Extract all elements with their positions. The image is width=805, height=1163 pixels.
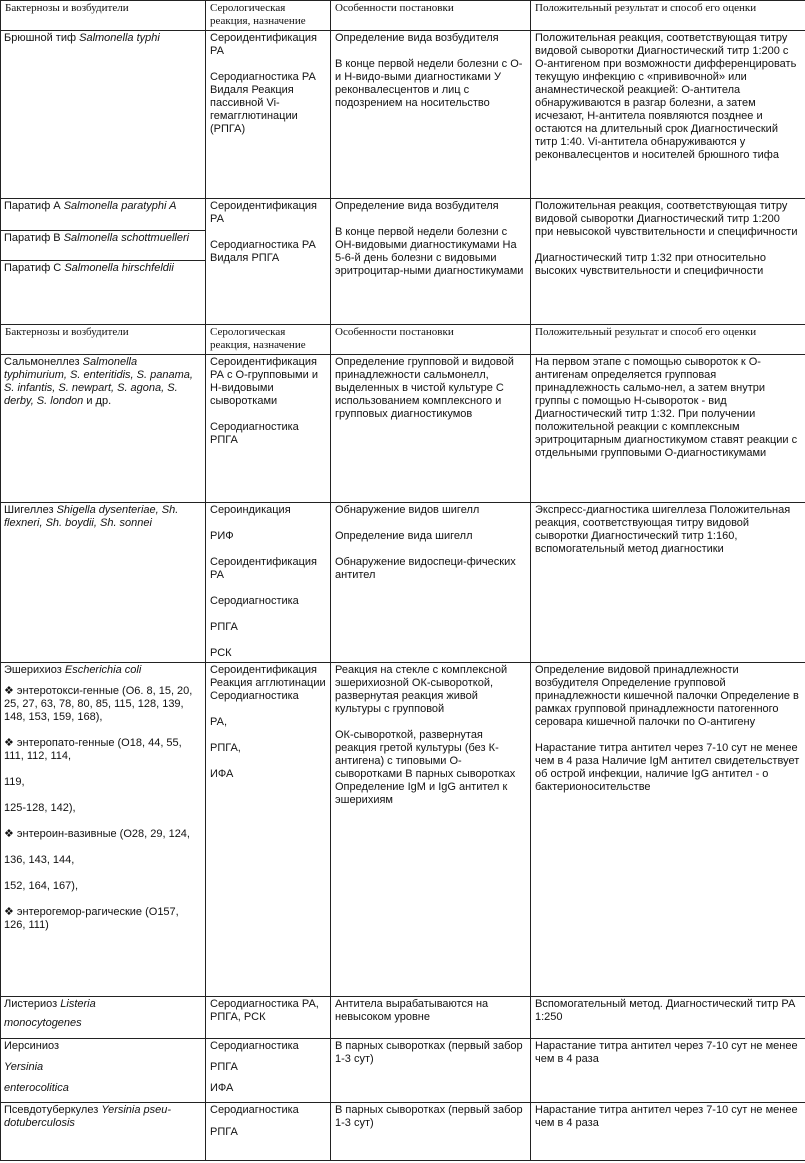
disease-name: Паратиф С (4, 262, 62, 274)
result-text: Определение видовой принадлежности возбудителя Определение групповой принадлежности кишечной палочки Определение в рамках групповой принадлежности патогенного серовара кишечной палочки по О-антигену (535, 664, 799, 728)
reaction-cell (206, 503, 331, 663)
table-row (1, 199, 805, 325)
subgroup-text: 136, 143, 144, (4, 854, 75, 866)
result-cell (531, 31, 805, 199)
disease-name: Шигеллез (4, 504, 54, 516)
result-text: Положительная реакция, соответствующая титру видовой сыворотки Диагностический титр 1:200 с О-антигеном при возможности дифференцировать текущую инфекцию с «прививочной» или анамнестической реакцией: О-антитела обнаруживаются в разгар болезни, а затем исчезают, Н-антитела появляются позднее и остаются на длительный срок Диагностический титр 1:40. Vi-антитела обнаруживаются у реконвалесцентов и носителей брюшного тифа (535, 32, 797, 161)
subgroup-text: 152, 164, 167), (4, 880, 79, 892)
header-result: Положительный результат и способ его оценки (531, 325, 805, 355)
result-text: На первом этапе с помощью сывороток к О-антигенам определяется групповая принадлежность сальмо-нел, а затем внутри группы с помощью Н-сывороток - вид Диагностический титр 1:32. При получении положительной реакции с комплексным эритроцитарным диагностикумом ставят реакции с отдельными групповыми О-диагностикумами (535, 356, 798, 459)
result-text: Положительная реакция, соответствующая титру видовой сыворотки Диагностический титр 1:200 при невысокой чувствительности и специфичности (535, 200, 798, 238)
reaction-text: Серодиагностика РА Видаля Реакция пассивной Vi-гемагглютинации (РПГА) (210, 71, 316, 135)
method-text: Определение вида возбудителя (335, 32, 499, 44)
pathogen-name: Yersinia (4, 1061, 44, 1073)
disease-name: Иерсиниоз (4, 1040, 60, 1052)
reaction-text: Сероидентификация РА (210, 32, 318, 57)
pathogen-name: Salmonella paratyphi A (63, 200, 177, 212)
pathogen-name: Salmonella typhi (79, 32, 160, 44)
method-text: ОК-сывороткой, развернутая реакция гретой культуры (без К-антигена) с типовыми О-сыворотками В парных сыворотках Определение IgM и IgG антител к эшерихиям (335, 729, 516, 806)
disease-cell (1, 31, 206, 199)
subgroup-text: 125-128, 142), (4, 802, 76, 814)
method-text: В конце первой недели болезни с О- и Н-видо-выми диагностиками У реконвалесцентов и лиц с подозрением на носительство (335, 58, 523, 109)
pathogen-name: monocytogenes (4, 1017, 82, 1029)
reaction-cell (206, 1103, 331, 1161)
disease-cell (1, 355, 206, 503)
paratyphi-b (1, 230, 205, 260)
result-cell (531, 503, 805, 663)
method-text: Определение вида шигелл (335, 530, 473, 542)
pathogen-name: Yersinia pseu-dotuberculosis (4, 1104, 172, 1129)
reaction-text: РИФ (210, 530, 234, 542)
reaction-cell (206, 355, 331, 503)
reaction-text: РСК (210, 647, 232, 659)
pathogen-name: Escherichia coli (64, 664, 142, 676)
table-row (1, 1103, 805, 1161)
disease-name: Сальмонеллез (4, 356, 80, 368)
disease-cell (1, 1039, 206, 1103)
disease-name: Псевдотуберкулез (4, 1104, 99, 1116)
disease-cell (1, 503, 206, 663)
result-text: Диагностический титр 1:32 при относительно высоких чувствительности и специфичности (535, 252, 766, 277)
subgroup-text: ❖ энтероин-вазивные (О28, 29, 124, (4, 828, 190, 840)
method-text: Реакция на стекле с комплексной эшерихиозной ОК-сывороткой, развернутая реакция живой культуры с групповой (335, 664, 508, 715)
method-text: В парных сыворотках (первый забор 1-3 сут) (335, 1040, 523, 1065)
disease-name: Брюшной тиф (4, 32, 77, 44)
header-reaction: Серологическая реакция, назначение (206, 1, 331, 31)
subgroup-text: ❖ энтеротокси-генные (О6. 8, 15, 20, 25, 27, 63, 78, 80, 85, 115, 128, 139, 148, 153, 159, 168), (4, 685, 193, 723)
method-text: Определение вида возбудителя (335, 200, 499, 212)
method-cell (331, 1103, 531, 1161)
reaction-text: РПГА (210, 1126, 238, 1138)
disease-name: Паратиф В (4, 232, 61, 244)
disease-name: Листериоз (4, 998, 58, 1010)
reaction-text: Сероидентификация РА (210, 556, 318, 581)
result-text: Экспресс-диагностика шигеллеза Положительная реакция, соответствующая титру видовой сыворотки Диагностический титр 1:160, вспомогательный метод диагностики (535, 504, 791, 555)
table-row (1, 503, 805, 663)
method-cell (331, 199, 531, 325)
reaction-text: Серодиагностика РА, РПГА, РСК (210, 998, 319, 1023)
pathogen-name: enterocolitica (4, 1082, 69, 1094)
disease-cell (1, 1103, 206, 1161)
reaction-text: РПГА (210, 621, 238, 633)
method-text: В конце первой недели болезни с ОН-видовыми диагностикумами На 5-6-й день болезни с видовыми эритроцитар-ными диагностикумами (335, 226, 524, 277)
table-row (1, 663, 805, 997)
result-cell (531, 199, 805, 325)
reaction-cell (206, 31, 331, 199)
reaction-cell (206, 1039, 331, 1103)
result-text: Вспомогательный метод. Диагностический титр РА 1:250 (535, 998, 796, 1023)
header-disease: Бактернозы и возбудители (1, 1, 206, 31)
result-cell (531, 355, 805, 503)
pathogen-suffix: и др. (83, 395, 112, 407)
header-row (1, 1, 805, 31)
header-method: Особенности постановки (331, 1, 531, 31)
method-cell (331, 997, 531, 1039)
disease-cell (1, 199, 206, 325)
table-row (1, 355, 805, 503)
result-text: Нарастание титра антител через 7-10 сут не менее чем в 4 раза Наличие IgM антител свидетельствует об острой инфекции, наличие IgG антител - о бактерионосительстве (535, 742, 800, 793)
reaction-cell (206, 663, 331, 997)
result-cell (531, 997, 805, 1039)
result-cell (531, 663, 805, 997)
reaction-text: РА, (210, 716, 227, 728)
paratyphi-c (1, 260, 205, 277)
reaction-text: РПГА (210, 1061, 238, 1073)
subgroup-text: 119, (4, 776, 25, 788)
disease-cell (1, 663, 206, 997)
result-text: Нарастание титра антител через 7-10 сут не менее чем в 4 раза (535, 1104, 798, 1129)
table-row (1, 1039, 805, 1103)
pathogen-name: Salmonella hirschfeldii (64, 262, 174, 274)
method-text: В парных сыворотках (первый забор 1-3 сут) (335, 1104, 523, 1129)
method-text: Обнаружение видоспеци-фических антител (335, 556, 516, 581)
reaction-text: Серодиагностика (210, 1040, 299, 1052)
result-cell (531, 1103, 805, 1161)
method-text: Обнаружение видов шигелл (335, 504, 480, 516)
reaction-text: Сероидентификация РА с О-групповыми и Н-видовыми сыворотками (210, 356, 318, 407)
header-disease: Бактернозы и возбудители (1, 325, 206, 355)
header-result: Положительный результат и способ его оценки (531, 1, 805, 31)
header-method: Особенности постановки (331, 325, 531, 355)
reaction-text: РПГА, (210, 742, 241, 754)
header-row-repeat (1, 325, 805, 355)
method-cell (331, 355, 531, 503)
reaction-text: Сероидентификация РА (210, 200, 318, 225)
disease-name: Эшерихиоз (4, 664, 62, 676)
subgroup-text: ❖ энтеропато-генные (О18, 44, 55, 111, 112, 114, (4, 737, 182, 762)
reaction-text: Серодиагностика (210, 595, 299, 607)
result-cell (531, 1039, 805, 1103)
method-text: Определение групповой и видовой принадлежности сальмонелл, выделенных в чистой культуре С использованием комплексного и групповых диагностикумов (335, 356, 514, 420)
subgroup-text: ❖ энтерогемор-рагические (О157, 126, 111) (4, 906, 179, 931)
reaction-text: Серодиагностика РА Видаля РПГА (210, 239, 316, 264)
pathogen-name: Salmonella typhimurium, S. enteritidis, S. panama, S. infantis, S. newpart, S. agona, S. derby, S. london (4, 356, 193, 407)
reaction-cell (206, 199, 331, 325)
table-row (1, 31, 805, 199)
reaction-text: ИФА (210, 768, 234, 780)
paratyphi-a (1, 199, 205, 230)
reaction-text: Серодиагностика РПГА (210, 421, 299, 446)
pathogen-name: Salmonella schottmuelleri (63, 232, 190, 244)
reaction-cell (206, 997, 331, 1039)
reaction-text: Сероидентификация Реакция агглютинации Серодиагностика (210, 664, 326, 702)
disease-cell (1, 997, 206, 1039)
reaction-text: Сероиндикация (210, 504, 291, 516)
method-text: Антитела вырабатываются на невысоком уровне (335, 998, 489, 1023)
reaction-text: ИФА (210, 1082, 234, 1094)
method-cell (331, 1039, 531, 1103)
pathogen-name: Shigella dysenteriae, Sh. flexneri, Sh. boydii, Sh. sonnei (4, 504, 179, 529)
reaction-text: Серодиагностика (210, 1104, 299, 1116)
table-row (1, 997, 805, 1039)
result-text: Нарастание титра антител через 7-10 сут не менее чем в 4 раза (535, 1040, 798, 1065)
disease-name: Паратиф А (4, 200, 61, 212)
pathogen-name: Listeria (60, 998, 96, 1010)
method-cell (331, 31, 531, 199)
method-cell (331, 503, 531, 663)
header-reaction: Серологическая реакция, назначение (206, 325, 331, 355)
method-cell (331, 663, 531, 997)
